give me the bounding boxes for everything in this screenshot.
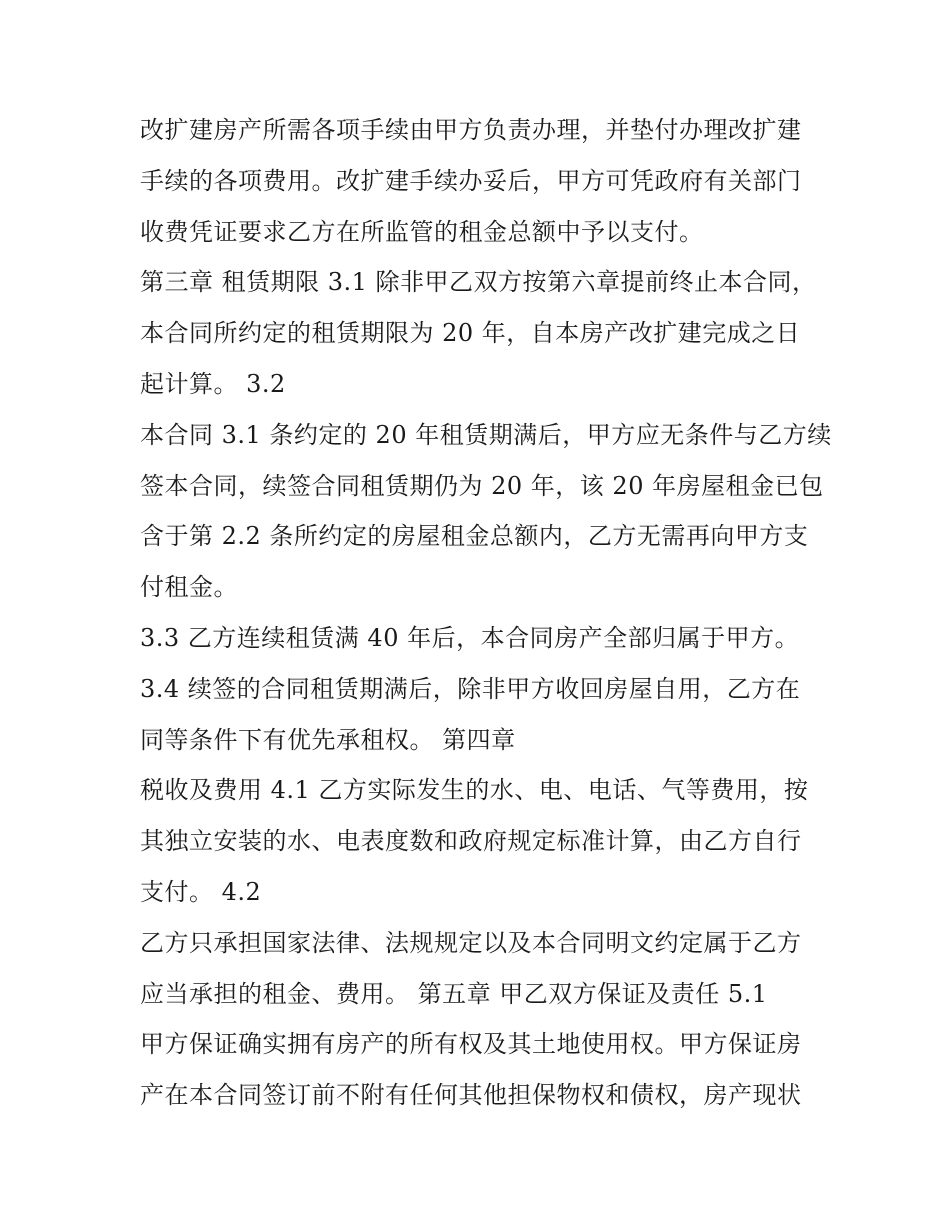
contract-text	[140, 110, 832, 1126]
text-line: 改扩建房产所需各项手续由甲方负责办理，并垫付办理改扩建	[140, 116, 802, 144]
text-line: 本合同 3.1 条约定的 20 年租赁期满后，甲方应无条件与乙方续	[140, 420, 832, 449]
text-line: 支付。 4.2	[140, 877, 262, 906]
text-line: 本合同所约定的租赁期限为 20 年，自本房产改扩建完成之日	[140, 319, 801, 348]
text-line: 收费凭证要求乙方在所监管的租金总额中予以支付。	[140, 217, 704, 246]
text-line: 含于第 2.2 条所约定的房屋租金总额内，乙方无需再向甲方支	[140, 522, 809, 551]
text-line: 应当承担的租金、费用。 第五章 甲乙双方保证及责任 5.1	[140, 979, 768, 1008]
text-line: 手续的各项费用。改扩建手续办妥后，甲方可凭政府有关部门	[140, 166, 802, 195]
text-line: 第三章 租赁期限 3.1 除非甲乙双方按第六章提前终止本合同，	[140, 268, 817, 297]
text-line: 3.3 乙方连续租赁满 40 年后，本合同房产全部归属于甲方。	[140, 623, 800, 652]
text-line: 付租金。	[140, 573, 238, 602]
text-line: 其独立安装的水、电表度数和政府规定标准计算，由乙方自行	[140, 827, 802, 856]
text-line: 税收及费用 4.1 乙方实际发生的水、电、电话、气等费用，按	[140, 776, 809, 805]
text-line: 乙方只承担国家法律、法规规定以及本合同明文约定属于乙方	[140, 928, 802, 957]
text-line: 签本合同，续签合同租赁期仍为 20 年，该 20 年房屋租金已包	[140, 471, 824, 500]
text-line: 起计算。 3.2	[140, 369, 286, 398]
text-line: 同等条件下有优先承租权。 第四章	[140, 725, 516, 754]
text-line: 甲方保证确实拥有房产的所有权及其土地使用权。甲方保证房	[140, 1030, 802, 1059]
text-line: 产在本合同签订前不附有任何其他担保物权和债权，房产现状	[140, 1081, 802, 1110]
text-line: 3.4 续签的合同租赁期满后，除非甲方收回房屋自用，乙方在	[140, 674, 801, 703]
